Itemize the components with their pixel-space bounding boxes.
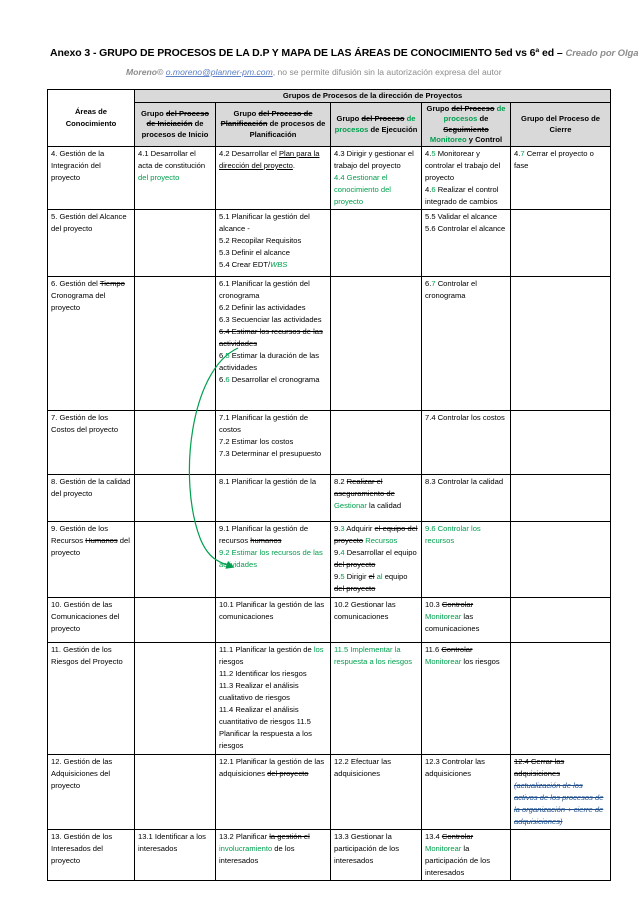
cell-cost-executing [331,411,422,475]
area-procurement: 12. Gestión de las Adquisiciones del proyecto [48,755,135,830]
cell-schedule-planning: 6.1 Planificar la gestión del cronograma 6.2 Definir las actividades 6.3 Secuenciar las actividades 6.4 Estimar los recursos de las actividades 6.5 Estimar la duración de las actividades 6.6 Desarrollar el cronograma [216,277,331,411]
header-initiating: Grupo del Proceso de Iniciación de procesos de Inicio [135,103,216,147]
table-row [48,830,611,881]
area-risk: 11. Gestión de los Riesgos del Proyecto [48,643,135,755]
cell-resources-monitoring: 9.6 Controlar los recursos [422,522,511,598]
title-credit: Creado por Olga [565,48,638,59]
cell-quality-executing: 8.2 Realizar el aseguramiento de Gestionar la calidad [331,475,422,522]
cell-cost-planning: 7.1 Planificar la gestión de costos 7.2 Estimar los costos 7.3 Determinar el presupuesto [216,411,331,475]
cell-integration-planning: 4.2 Desarrollar el Plan para la dirección del proyecto. [216,147,331,210]
cell-schedule-closing [511,277,611,411]
cell-scope-monitoring: 5.5 Validar el alcance 5.6 Controlar el alcance [422,210,511,277]
table-row [48,210,611,277]
copyright-notice: , no se permite difusión sin la autorización expresa del autor [272,67,502,77]
area-communications: 10. Gestión de las Comunicaciones del proyecto [48,598,135,643]
cell-scope-initiating [135,210,216,277]
move-arrow-icon [180,330,260,590]
title-text: Anexo 3 - GRUPO DE PROCESOS DE LA D.P Y MAPA DE LAS ÁREAS DE CONOCIMIENTO 5ed vs 6ª ed – [50,47,563,59]
cell-scope-closing [511,210,611,277]
cell-risk-monitoring: 11.6 Controlar Monitorear los riesgos [422,643,511,755]
header-monitoring: Grupo del Proceso de procesos de Seguimiento Monitoreo y Control [422,103,511,147]
cell-quality-planning: 8.1 Planificar la gestión de la [216,475,331,522]
table-row [48,643,611,755]
arrow-curve [189,348,238,566]
table-row [48,277,611,411]
table-row [48,598,611,643]
cell-risk-initiating [135,643,216,755]
cell-integration-monitoring: 4.5 Monitorear y controlar el trabajo del proyecto 4.6 Realizar el control integrado de cambios [422,147,511,210]
area-scope: 5. Gestión del Alcance del proyecto [48,210,135,277]
area-stakeholders: 13. Gestión de los Interesados del proyecto [48,830,135,881]
cell-schedule-executing [331,277,422,411]
author-email-link[interactable]: o.moreno@planner-pm.com [165,67,273,77]
cell-communications-closing [511,598,611,643]
cell-communications-monitoring: 10.3 Controlar Monitorear las comunicaciones [422,598,511,643]
cell-quality-monitoring: 8.3 Controlar la calidad [422,475,511,522]
area-schedule: 6. Gestión del Tiempo Cronograma del proyecto [48,277,135,411]
cell-risk-planning: 11.1 Planificar la gestión de los riesgos 11.2 Identificar los riesgos 11.3 Realizar el análisis cualitativo de riesgos 11.4 Realizar el análisis cuantitativo de riesgos 11.5 Planificar la respuesta a los riesgos [216,643,331,755]
area-quality: 8. Gestión de la calidad del proyecto [48,475,135,522]
process-groups-header: Grupos de Procesos de la dirección de Proyectos [135,90,611,103]
cell-integration-initiating: 4.1 Desarrollar el acta de constitución del proyecto [135,147,216,210]
table-row [48,147,611,210]
process-matrix-table [47,89,611,881]
cell-schedule-monitoring: 6.7 Controlar el cronograma [422,277,511,411]
cell-resources-closing [511,522,611,598]
cell-communications-initiating [135,598,216,643]
header-executing: Grupo del Proceso de procesos de Ejecución [331,103,422,147]
cell-cost-monitoring: 7.4 Controlar los costos [422,411,511,475]
cell-stakeholders-executing: 13.3 Gestionar la participación de los interesados [331,830,422,881]
cell-communications-planning: 10.1 Planificar la gestión de las comunicaciones [216,598,331,643]
cell-quality-closing [511,475,611,522]
document-title [50,47,638,59]
cell-scope-planning: 5.1 Planificar la gestión del alcance - 5.2 Recopilar Requisitos 5.3 Definir el alcance 5.4 Crear EDT/WBS [216,210,331,277]
cell-procurement-initiating [135,755,216,830]
cell-procurement-monitoring: 12.3 Controlar las adquisiciones [422,755,511,830]
cell-integration-closing: 4.7 Cerrar el proyecto o fase [511,147,611,210]
cell-stakeholders-monitoring: 13.4 Controlar Monitorear la participación de los interesados [422,830,511,881]
table-row [48,411,611,475]
cell-risk-closing [511,643,611,755]
cell-risk-executing: 11.5 Implementar la respuesta a los riesgos [331,643,422,755]
document-subtitle [126,67,606,77]
cell-resources-executing: 9.3 Adquirir el equipo del proyecto Recursos 9.4 Desarrollar el equipo del proyecto 9.5 Dirigir el al equipo del proyecto [331,522,422,598]
cell-stakeholders-initiating: 13.1 Identificar a los interesados [135,830,216,881]
header-planning: Grupo del Proceso de Planificación de procesos de Planificación [216,103,331,147]
header-closing: Grupo del Proceso de Cierre [511,103,611,147]
table-row [48,755,611,830]
cell-scope-executing [331,210,422,277]
area-resources: 9. Gestión de los Recursos Humanos del proyecto [48,522,135,598]
area-cost: 7. Gestión de los Costos del proyecto [48,411,135,475]
cell-procurement-planning: 12.1 Planificar la gestión de las adquisiciones del proyecto [216,755,331,830]
cell-stakeholders-planning: 13.2 Planificar la gestión el involucramiento de los interesados [216,830,331,881]
cell-cost-closing [511,411,611,475]
cell-procurement-executing: 12.2 Efectuar las adquisiciones [331,755,422,830]
area-integration: 4. Gestión de la Integración del proyecto [48,147,135,210]
table-row [48,475,611,522]
area-header-cell: Áreas de Conocimiento [48,90,135,147]
cell-integration-executing: 4.3 Dirigir y gestionar el trabajo del proyecto 4.4 Gestionar el conocimiento del proyecto [331,147,422,210]
author-name: Moreno© [126,67,164,77]
header-row-top [48,90,611,103]
cell-procurement-closing: 12.4 Cerrar las adquisiciones (actualización de los activos de los procesos de la organización + cierre de adquisiciones) [511,755,611,830]
cell-resources-planning: 9.1 Planificar la gestión de recursos humanos 9.2 Estimar los recursos de las actividades [216,522,331,598]
cell-communications-executing: 10.2 Gestionar las comunicaciones [331,598,422,643]
cell-stakeholders-closing [511,830,611,881]
table-row [48,522,611,598]
